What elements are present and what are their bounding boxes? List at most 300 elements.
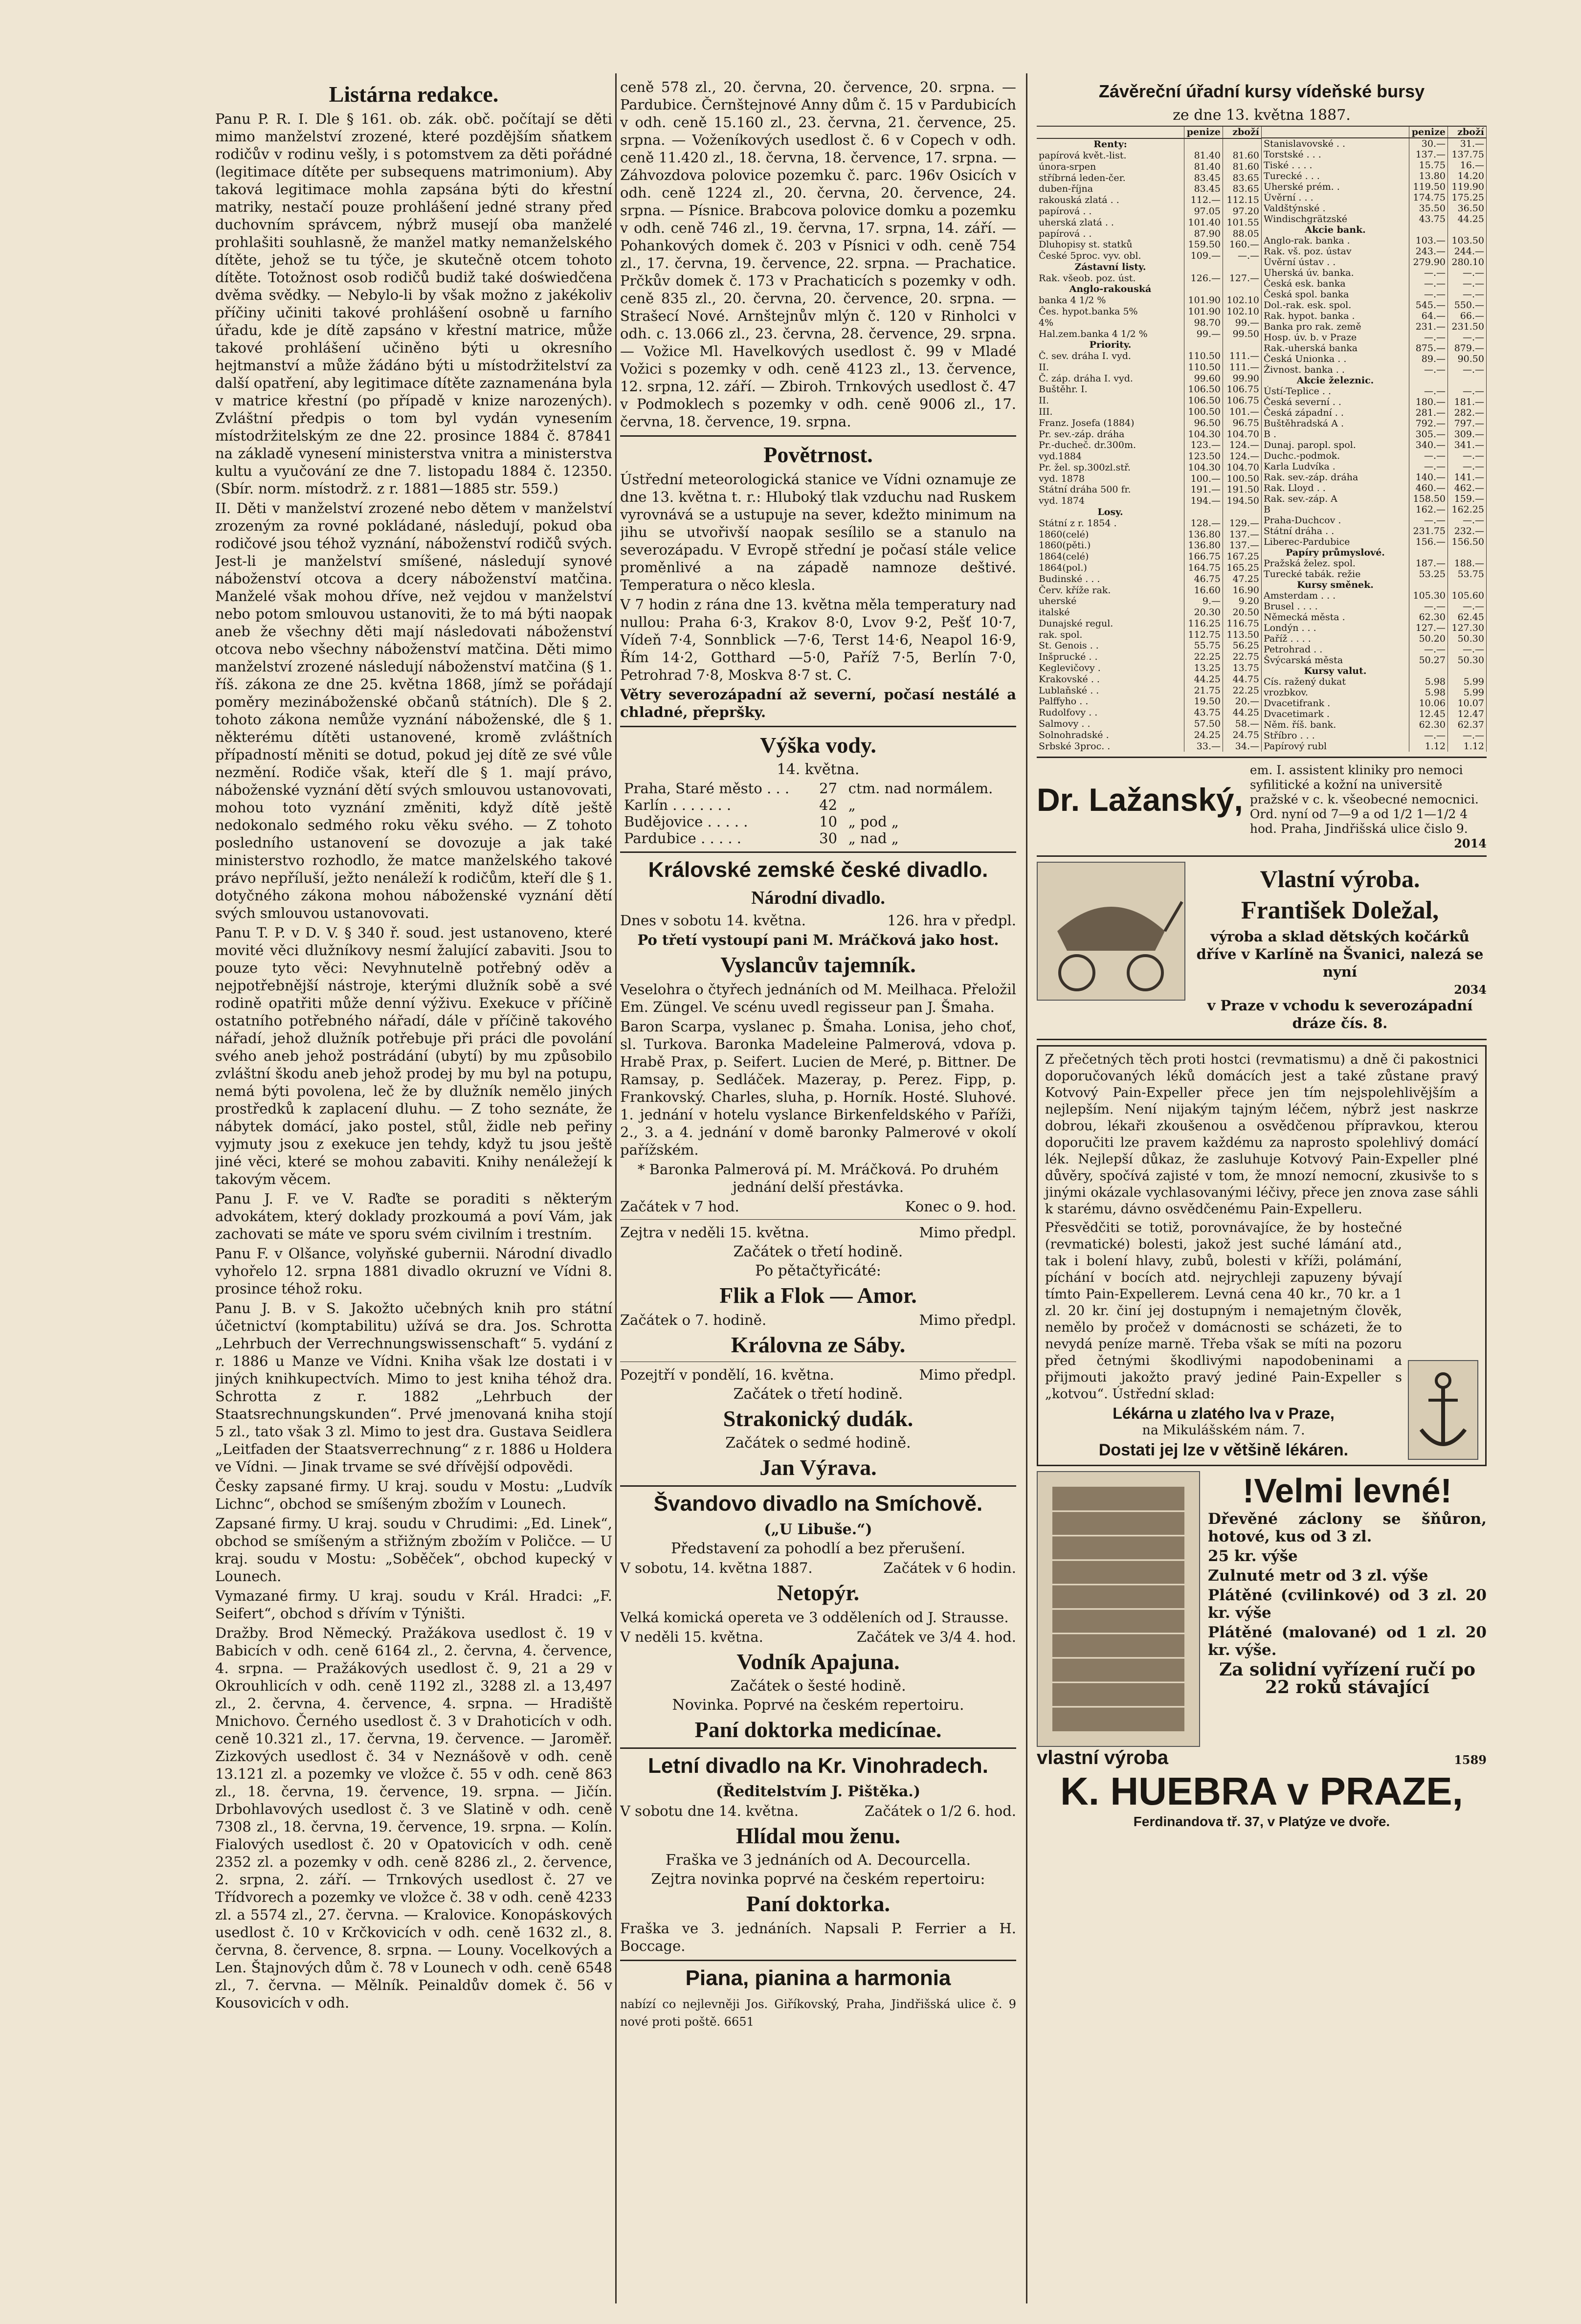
table-row <box>1262 450 1487 461</box>
theatre-start: Začátek v 6 hodin. <box>883 1560 1016 1576</box>
table-row <box>1037 718 1262 730</box>
theatre-line <box>620 912 1016 929</box>
bourse-value: —.— <box>1409 289 1448 300</box>
table-row <box>1262 633 1487 644</box>
table-row <box>1037 507 1262 518</box>
bourse-value: 129.— <box>1223 517 1262 529</box>
water-note: ctm. nad normálem. <box>848 780 993 797</box>
bourse-value: 43.75 <box>1409 214 1448 224</box>
bourse-value: 44.25 <box>1223 707 1262 718</box>
bourse-value: 231.— <box>1409 321 1448 332</box>
theatre-start: Začátek o šesté hodině. <box>730 1677 906 1695</box>
bourse-value: —.— <box>1409 450 1448 461</box>
bourse-value: 30.— <box>1409 138 1448 149</box>
bourse-value <box>1409 224 1448 235</box>
bourse-value: 15.75 <box>1409 160 1448 171</box>
bourse-value: 35.50 <box>1409 203 1448 214</box>
dolezal-ad <box>1037 862 1487 1034</box>
bourse-label: II. <box>1037 395 1184 406</box>
bourse-label: Turecké . . . <box>1262 171 1409 181</box>
bourse-value: 101.90 <box>1184 306 1223 317</box>
bourse-value: 22.25 <box>1184 651 1223 663</box>
national-theatre-sub: Národní divadlo. <box>751 888 885 908</box>
table-row <box>1262 719 1487 730</box>
bourse-label: Akcie železnic. <box>1262 375 1409 386</box>
table-row <box>1262 698 1487 709</box>
theatre-start: Začátek ve 3/4 4. hod. <box>856 1629 1016 1645</box>
lazansky-name: Dr. Lažanský, <box>1037 782 1243 818</box>
table-row <box>1262 741 1487 752</box>
table-row <box>1262 612 1487 623</box>
bourse-value: 106.50 <box>1184 395 1223 406</box>
table-row <box>1262 569 1487 580</box>
table-row <box>1262 354 1487 364</box>
table-row <box>1262 300 1487 311</box>
divider <box>1037 1039 1487 1040</box>
bourse-value: —.— <box>1223 250 1262 262</box>
weather-para: Ústřední meteorologická stanice ve Vídni oznamuje ze dne 13. května t. r.: Hluboký tlak vzduchu nad Ruskem vyrovnává se a ustupuje na sever, kdežto minimum na jihu se utvořivší naopak sesílilo se a stanulo na severozápadu. V Evropě střední je počasí stále velice proměnlivé a na západě namnoze deštivé. Temperatura o něco klesla. <box>620 471 1016 593</box>
play-desc: Veselohra o čtyřech jednáních od M. Meilhaca. Přeložil Em. Züngel. Ve scénu uvedl regisseur pan J. Šmaha. <box>620 981 1016 1015</box>
bourse-value: 33.— <box>1184 740 1223 752</box>
theatre-date: Pozejtří v pondělí, 16. května. <box>620 1366 834 1383</box>
bourse-value: 62.37 <box>1448 719 1487 730</box>
pain-expeller-para: Přesvědčiti se totiž, porovnávajíce, že by hostečné (revmatické) bolesti, jakož jest suché lámání atd., tak i bolení hlavy, zubů, bolesti v kříži, polámání, píchání v bocích atd. nejrychleji zapuzeny bývají tímto Pain-Expellerem. Levná cena 40 kr., 70 kr. a 1 zl. 20 kr. činí jej dostupným i nemajetným člověk, nemělo by pročež v domácnosti se scházeti, že to nevydá peníze marně. Třeba však se míti na pozoru před četnými škodlivými napodobeninami a přijmouti jakožto pravý jediné Pain-Expeller s „kotvou“. Ústřední sklad: <box>1045 1220 1402 1402</box>
firms-para: Česky zapsané firmy. U kraj. soudu v Mostu: „Ludvík Lichnc“, obchod se smíšeným zbožím v Lounech. <box>215 1478 612 1512</box>
table-row <box>1262 149 1487 160</box>
bourse-value: 112.— <box>1184 195 1223 206</box>
bourse-value <box>1184 138 1223 150</box>
bourse-value: 101.— <box>1223 406 1262 418</box>
bourse-label: St. Genois . . <box>1037 640 1184 651</box>
table-row <box>1037 729 1262 740</box>
bourse-value <box>1448 547 1487 558</box>
bourse-value: 16.— <box>1448 160 1487 171</box>
bourse-value: 309.— <box>1448 429 1487 440</box>
bourse-value: 87.90 <box>1184 228 1223 239</box>
bourse-value: 124.— <box>1223 451 1262 462</box>
bourse-value: 104.70 <box>1223 428 1262 440</box>
bourse-value: 14.20 <box>1448 171 1487 181</box>
bourse-value: 81.40 <box>1184 150 1223 161</box>
bourse-label: Červ. kříže rak. <box>1037 584 1184 596</box>
bourse-value: 50.30 <box>1448 633 1487 644</box>
bourse-label: duben-října <box>1037 183 1184 195</box>
bourse-label: Dol.-rak. esk. spol. <box>1262 300 1409 311</box>
table-row <box>1037 395 1262 406</box>
bourse-label: Pr.-ducheč. dr.300m. <box>1037 440 1184 451</box>
bourse-value: —.— <box>1448 644 1487 655</box>
window-blind-icon <box>1038 1472 1199 1746</box>
table-row <box>1262 493 1487 504</box>
bourse-value: 162.— <box>1409 504 1448 515</box>
theatre-start: Začátek o třetí hodině. <box>733 1385 903 1403</box>
bourse-value: 545.— <box>1409 300 1448 311</box>
table-row <box>1262 655 1487 666</box>
bourse-value: 97.20 <box>1223 206 1262 217</box>
bourse-value: 165.25 <box>1223 562 1262 574</box>
bourse-value: 5.98 <box>1409 676 1448 687</box>
play-title: Vodník Apajuna. <box>736 1649 900 1674</box>
bourse-label: Rak. hypot. banka . <box>1262 311 1409 321</box>
table-row <box>1262 644 1487 655</box>
table-row <box>1262 580 1487 590</box>
bourse-label: Německá města . <box>1262 612 1409 623</box>
bourse-value: 100.— <box>1184 473 1223 484</box>
table-row <box>1037 629 1262 640</box>
table-row <box>1262 214 1487 224</box>
play-desc: Fraška ve 3 jednáních od A. Decourcella. <box>666 1852 971 1869</box>
bourse-label: Rak. Lloyd . . <box>1262 483 1409 493</box>
bourse-label: papírová . . <box>1037 206 1184 217</box>
table-row <box>1037 540 1262 551</box>
table-row <box>1262 235 1487 246</box>
ad-number: 1589 <box>1454 1753 1487 1767</box>
play-title: Paní doktorka medicínae. <box>694 1717 942 1742</box>
bourse-value: 119.90 <box>1448 181 1487 192</box>
bourse-label: Kursy valut. <box>1262 666 1409 676</box>
bourse-value: 140.— <box>1409 472 1448 483</box>
pain-expeller-ad <box>1037 1045 1487 1466</box>
theatre-line <box>620 1366 1016 1384</box>
bourse-label: Rak. vš. poz. ústav <box>1262 246 1409 257</box>
bourse-value: 180.— <box>1409 397 1448 407</box>
bourse-label: Priority. <box>1037 339 1184 351</box>
bourse-value: 174.75 <box>1409 192 1448 203</box>
pianos-heading: Piana, pianina a harmonia <box>685 1966 951 1990</box>
theatre-line <box>620 1311 1016 1329</box>
bourse-value <box>1409 666 1448 676</box>
table-row <box>1262 246 1487 257</box>
svanda-sub: („U Libuše.“) <box>764 1521 872 1538</box>
table-row <box>1262 418 1487 429</box>
bourse-value: 9.20 <box>1223 596 1262 607</box>
bourse-value: 10.07 <box>1448 698 1487 709</box>
theatre-line <box>620 1559 1016 1577</box>
bourse-label: Solnohradské . <box>1037 729 1184 740</box>
bourse-value: 20.— <box>1223 696 1262 707</box>
bourse-label: Rak. sev.-záp. dráha <box>1262 472 1409 483</box>
bourse-value: —.— <box>1448 730 1487 741</box>
bourse-value: 5.99 <box>1448 676 1487 687</box>
bourse-value: 194.50 <box>1223 495 1262 507</box>
column-rule <box>615 73 617 2303</box>
firms-para: Zapsané firmy. U kraj. soudu v Chrudimi: „Ed. Linek“, obchod se smíšeným a střižným zbožím v Poličce. — U kraj. soudu v Mostu: „Soběček“, obchod kupecký v Lounech. <box>215 1515 612 1585</box>
bourse-label: uherská zlatá . . <box>1037 217 1184 228</box>
bourse-tables <box>1037 126 1487 752</box>
bourse-label: Lublaňské . . <box>1037 685 1184 696</box>
table-row <box>1037 373 1262 384</box>
bourse-value: 10.06 <box>1409 698 1448 709</box>
theatre-perf-no: Po pětačtyřicáté: <box>755 1262 881 1279</box>
table-row <box>1262 138 1487 149</box>
bourse-value: 83.45 <box>1184 183 1223 195</box>
bourse-value: 158.50 <box>1409 493 1448 504</box>
bourse-label: Franz. Josefa (1884) <box>1037 417 1184 428</box>
water-note: „ pod „ <box>848 813 899 830</box>
bourse-value: 21.75 <box>1184 685 1223 696</box>
bourse-value: 62.30 <box>1409 612 1448 623</box>
bourse-label: Pr. sev.-záp. dráha <box>1037 428 1184 440</box>
huebra-item: Za solidní vyřízení ručí po 22 roků stávající <box>1219 1659 1475 1698</box>
column-listarna <box>215 78 612 2289</box>
bourse-value <box>1409 547 1448 558</box>
table-row <box>1262 203 1487 214</box>
bourse-value: 90.50 <box>1448 354 1487 364</box>
table-row <box>1037 473 1262 484</box>
bourse-label: Tiské . . . . <box>1262 160 1409 171</box>
bourse-value: 164.75 <box>1184 562 1223 574</box>
summer-sub: (Ředitelstvím J. Pištěka.) <box>715 1783 921 1800</box>
table-row <box>1037 351 1262 362</box>
bourse-value: 550.— <box>1448 300 1487 311</box>
bourse-value: 137.— <box>1409 149 1448 160</box>
bourse-label: rak. spol. <box>1037 629 1184 640</box>
bourse-label: Valdštýnské . <box>1262 203 1409 214</box>
huebra-item: Plátěné (cvilinkové) od 3 zl. 20 kr. výše <box>1208 1587 1487 1622</box>
bourse-label: II. <box>1037 362 1184 373</box>
table-row <box>1037 495 1262 507</box>
bourse-value: 43.75 <box>1184 707 1223 718</box>
bourse-label: Turecké tabák. režie <box>1262 569 1409 580</box>
bourse-label: Hosp. úv. b. v Praze <box>1262 332 1409 343</box>
bourse-value: 102.10 <box>1223 295 1262 306</box>
theatre-start: Začátek o 7. hodině. <box>620 1312 767 1328</box>
theatre-start: Začátek v 7 hod. <box>620 1198 739 1215</box>
ad-number: 6651 <box>724 2015 754 2029</box>
table-row <box>1262 730 1487 741</box>
ad-number: 2034 <box>1454 983 1487 997</box>
bourse-value: 99.90 <box>1223 373 1262 384</box>
play-cast: Baron Scarpa, vyslanec p. Šmaha. Lonisa, jeho choť, sl. Turkova. Baronka Madeleine Palmerová, vdova p. Hrabě Prax, p. Seifert. Lucien de Meré, p. Bittner. De Ramsay, p. Sedláček. Mazeray, p. Perez. Fipp, p. Frankovský. Charles, sluha, p. Horník. Hosté. Sluhové. 1. jednání v hotelu vyslance Birkenfeldského v Paříži, 2., 3. a 4. jednání v domě baronky Palmerové v okolí pařížském. <box>620 1018 1016 1158</box>
theatre-date: V sobotu, 14. května 1887. <box>620 1560 813 1576</box>
bourse-value: 167.25 <box>1223 551 1262 562</box>
table-row <box>1262 461 1487 472</box>
bourse-value: 55.75 <box>1184 640 1223 651</box>
bourse-value: 57.50 <box>1184 718 1223 730</box>
bourse-value: 103.50 <box>1448 235 1487 246</box>
bourse-value: 62.45 <box>1448 612 1487 623</box>
huebra-name: K. HUEBRA v PRAZE, <box>1060 1769 1463 1813</box>
table-row <box>1037 640 1262 651</box>
bourse-label: uherské <box>1037 596 1184 607</box>
table-row <box>1262 687 1487 698</box>
huebra-ad <box>1037 1471 1487 1747</box>
divider <box>620 1219 1016 1220</box>
bourse-label: Papírový rubl <box>1262 741 1409 752</box>
huebra-item: 25 kr. výše <box>1208 1547 1298 1565</box>
table-row <box>1037 217 1262 228</box>
bourse-label: Rak. všeob. poz. úst. <box>1037 272 1184 284</box>
table-row <box>1037 440 1262 451</box>
theatre-date: V neděli 15. května. <box>620 1629 763 1645</box>
bourse-value: 104.30 <box>1184 462 1223 473</box>
bourse-value: 126.— <box>1184 272 1223 284</box>
bourse-value: 16.60 <box>1184 584 1223 596</box>
bourse-value: 81.60 <box>1223 161 1262 172</box>
bourse-value: 875.— <box>1409 343 1448 354</box>
bourse-label: Duchc.-podmok. <box>1262 450 1409 461</box>
bourse-value <box>1409 580 1448 590</box>
bourse-value: 106.75 <box>1223 395 1262 406</box>
listarna-para: Panu J. B. v S. Jakožto učebných knih pro státní účetnictví (komptabilitu) užívá se dra. Jos. Schrotta „Lehrbuch der Verrechnungswissenschaft“ 5. vydání z r. 1886 u Manze ve Vídni. Kniha však lze dostati i v jiných knihkupectvích. Mimo to jest kniha téhož dra. Schrotta z r. 1882 „Lehrbuch der Staatsrechnungskunden“. Prvé jmenovaná kniha stojí 5 zl., tato však 3 zl. Mimo to jest dra. Gustava Seidlera „Leitfaden der Staatsverrechnung“ z r. 1886 u Holdera ve Vídni. — Jinak trvame se své dřívější odpovědi. <box>215 1300 612 1475</box>
bourse-value: 159.— <box>1448 493 1487 504</box>
bourse-value: 104.70 <box>1223 462 1262 473</box>
table-row <box>1037 161 1262 172</box>
table-row <box>1037 551 1262 562</box>
svanda-line: Představení za pohodlí a bez přerušení. <box>670 1540 966 1557</box>
bourse-label: 1860(pěti.) <box>1037 540 1184 551</box>
svanda-theatre-heading: Švandovo divadlo na Smíchově. <box>653 1492 983 1516</box>
bourse-value: 127.— <box>1223 272 1262 284</box>
bourse-label: Renty: <box>1037 138 1184 150</box>
auctions-para: Dražby. Brod Německý. Pražákova usedlost č. 19 v Babicích v odh. ceně 6164 zl., 2. června, 4. července, 4. srpna. — Pražákových usedlost č. 9, 21 a 29 v Okrouhlicích v odh. ceně 1192 zl., 3288 zl. a 13,497 zl., 2. června, 4. července, 4. srpna. — Hradiště Mnichovo. Černého usedlost č. 3 v Drahoticích v odh. ceně 10.321 zl., 17. června, 19. července. — Jaroměř. Zizkových usedlost č. 34 v Neznášově v odh. ceně 13.121 zl. a pozemky ve vložce č. 55 v odh. ceně 863 zl., 18. června, 19. července, 19. srpna. — Jičín. Drbohlavových usedlost č. 3 ve Slatině v odh. ceně 7308 zl., 18. června, 19. července, 19. srpna. — Kolín. Fialových usedlost č. 20 v Opatovicích v odh. ceně 2352 zl. a pozemky v odh. ceně 8286 zl., 2. července, 2. srpna, 2. září. — Trnkových usedlost č. 27 ve Třídvorech a pozemky ve vložce č. 38 v odh. ceně 4233 zl. a 5574 zl., 27. června. — Kralovice. Konopáskových usedlost č. 10 v Krčkovicích v odh. ceně 1632 zl., 8. června, 8. července, 8. srpna. — Louny. Vocelkových a Len. Štajnových dům č. 78 v Lounech v odh. ceně 6548 zl., 7. června. — Mělník. Peinaldův domek č. 56 v Kousovicích v odh. <box>215 1625 612 2011</box>
bourse-value: 110.50 <box>1184 351 1223 362</box>
pram-icon <box>1038 863 1184 1000</box>
bourse-value: 81.40 <box>1184 161 1223 172</box>
bourse-value: —.— <box>1448 461 1487 472</box>
bourse-value: —.— <box>1409 364 1448 375</box>
bourse-label: Dluhopisy st. statků <box>1037 239 1184 250</box>
bourse-value: —.— <box>1448 278 1487 289</box>
bourse-value: 797.— <box>1448 418 1487 429</box>
bourse-label: Dunajské regul. <box>1037 618 1184 629</box>
bourse-value: 102.10 <box>1223 306 1262 317</box>
weather-heading: Povětrnost. <box>763 442 873 467</box>
bourse-value: 99.60 <box>1184 373 1223 384</box>
bourse-value: 22.25 <box>1223 685 1262 696</box>
bourse-value: 56.25 <box>1223 640 1262 651</box>
bourse-value <box>1409 375 1448 386</box>
table-row <box>1037 462 1262 473</box>
bourse-value: 137.— <box>1223 540 1262 551</box>
table-row <box>1262 676 1487 687</box>
divider <box>620 1960 1016 1961</box>
bourse-label: Losy. <box>1037 507 1184 518</box>
divider <box>620 1485 1016 1487</box>
bourse-value: 460.— <box>1409 483 1448 493</box>
anchor-icon <box>1409 1361 1477 1459</box>
play-title: Paní doktorka. <box>746 1891 890 1916</box>
bourse-label: B <box>1262 504 1409 515</box>
bourse-value <box>1184 284 1223 295</box>
bourse-label: Živnost. banka . . <box>1262 364 1409 375</box>
bourse-table-right <box>1262 126 1487 752</box>
bourse-value: 96.75 <box>1223 417 1262 428</box>
play-title: Netopýr. <box>777 1580 860 1605</box>
listarna-heading: Listárna redakce. <box>329 82 499 107</box>
huebra-heading: !Velmi levné! <box>1243 1472 1452 1510</box>
theatre-end: Konec o 9. hod. <box>905 1198 1016 1215</box>
dolezal-text: výroba a sklad dětských kočárků dříve v Karlíně na Švanici, nalezá se nyní <box>1196 928 1484 980</box>
bourse-label: Úvěrní . . . <box>1262 192 1409 203</box>
table-row <box>1037 673 1262 685</box>
bourse-label: Amsterdam . . . <box>1262 590 1409 601</box>
table-row <box>1262 526 1487 536</box>
table-row <box>1037 607 1262 618</box>
bourse-label: III. <box>1037 406 1184 418</box>
play-note: * Baronka Palmerová pí. M. Mráčková. Po druhém jednání delší přestávka. <box>637 1161 999 1195</box>
dolezal-heading: Vlastní výroba. <box>1260 865 1420 893</box>
table-row <box>1037 295 1262 306</box>
bourse-value: 792.— <box>1409 418 1448 429</box>
table-row <box>620 813 1016 830</box>
table-row <box>1037 195 1262 206</box>
bourse-value: 53.75 <box>1448 569 1487 580</box>
pain-expeller-para: Z přečetných těch proti hostci (revmatismu) a dně či pakostnici doporučovaných léků domácích jest a také zůstane pravý Kotvový Pain-Expeller přece jen tím nejspolehlivějším a nejlepším. Není nijakým tajným léčem, nýbrž jest naskrze dobrou, lékaři zkoušenou a osvědčenou přípravkou, kterou doporučiti lze pravem každému za naprosto spolehlivý domácí lék. Nejlepší důkaz, že zasluhuje Kotvový Pain-Expeller plné důvěry, spočívá zajisté v tom, že mnozí nemocní, zkusivše to s jinými okázale vychlasovanými léčivy, přece jen znova zase sáhli k starému, dávno osvědčenému Pain-Expelleru. <box>1045 1052 1478 1217</box>
theatre-perf: Mimo předpl. <box>919 1366 1016 1383</box>
bourse-value: 191.— <box>1184 484 1223 495</box>
bourse-value: 127.— <box>1409 623 1448 633</box>
bourse-value: 50.20 <box>1409 633 1448 644</box>
bourse-value: 9.— <box>1184 596 1223 607</box>
bourse-label: Č. sev. dráha I. vyd. <box>1037 351 1184 362</box>
bourse-value: 58.— <box>1223 718 1262 730</box>
bourse-value: 96.50 <box>1184 417 1223 428</box>
pain-expeller-store: Lékárna u zlatého lva v Praze, <box>1113 1405 1335 1422</box>
bourse-value: —.— <box>1448 268 1487 278</box>
table-row <box>1262 343 1487 354</box>
bourse-value: 99.— <box>1223 317 1262 328</box>
bourse-label: Státní z r. 1854 . <box>1037 517 1184 529</box>
table-row <box>1262 504 1487 515</box>
bourse-label: Hal.zem.banka 4 1/2 % <box>1037 328 1184 339</box>
theatre-start: Začátek o třetí hodině. <box>733 1243 903 1260</box>
bourse-value: 123.— <box>1184 440 1223 451</box>
window-blind-icon <box>1037 1471 1200 1747</box>
bourse-value: 137.— <box>1223 529 1262 540</box>
column-rule <box>1026 73 1027 2303</box>
bourse-value: 175.25 <box>1448 192 1487 203</box>
table-row <box>1037 150 1262 161</box>
table-row <box>1262 558 1487 569</box>
col-header <box>1037 126 1184 138</box>
theatre-novelty: Novinka. Poprvé na českém repertoiru. <box>672 1697 964 1714</box>
table-row <box>1262 590 1487 601</box>
bourse-date: ze dne 13. května 1887. <box>1173 107 1351 124</box>
bourse-label: Petrohrad . . <box>1262 644 1409 655</box>
bourse-label: Rudolfovy . . <box>1037 707 1184 718</box>
bourse-value: 98.70 <box>1184 317 1223 328</box>
bourse-label: Karla Ludvíka . <box>1262 461 1409 472</box>
bourse-label: Srbské 3proc. . <box>1037 740 1184 752</box>
bourse-value: 44.75 <box>1223 673 1262 685</box>
table-row <box>1262 257 1487 268</box>
table-row <box>1262 278 1487 289</box>
table-row <box>1037 517 1262 529</box>
bourse-value: 231.50 <box>1448 321 1487 332</box>
bourse-label: Něm. říš. bank. <box>1262 719 1409 730</box>
table-row <box>1262 171 1487 181</box>
summer-theatre-heading: Letní divadlo na Kr. Vinohradech. <box>648 1754 988 1778</box>
bourse-value: 62.30 <box>1409 719 1448 730</box>
bourse-label: banka 4 1/2 % <box>1037 295 1184 306</box>
table-row <box>1037 562 1262 574</box>
table-row <box>1262 407 1487 418</box>
bourse-label: Anglo-rakouská <box>1037 284 1184 295</box>
bourse-label: Česká Unionka . . <box>1262 354 1409 364</box>
table-row <box>1262 289 1487 300</box>
bourse-label: stříbrná leden-čer. <box>1037 172 1184 183</box>
divider <box>620 851 1016 853</box>
bourse-value: 64.— <box>1409 311 1448 321</box>
huebra-footer <box>1037 1747 1487 1769</box>
bourse-value: 81.60 <box>1223 150 1262 161</box>
water-place: Karlín . . . . . . . <box>624 797 732 813</box>
bourse-label: vyd.1884 <box>1037 451 1184 462</box>
table-row <box>1262 268 1487 278</box>
bourse-value: 244.— <box>1448 246 1487 257</box>
huebra-vlastni: vlastní výroba <box>1037 1747 1169 1768</box>
